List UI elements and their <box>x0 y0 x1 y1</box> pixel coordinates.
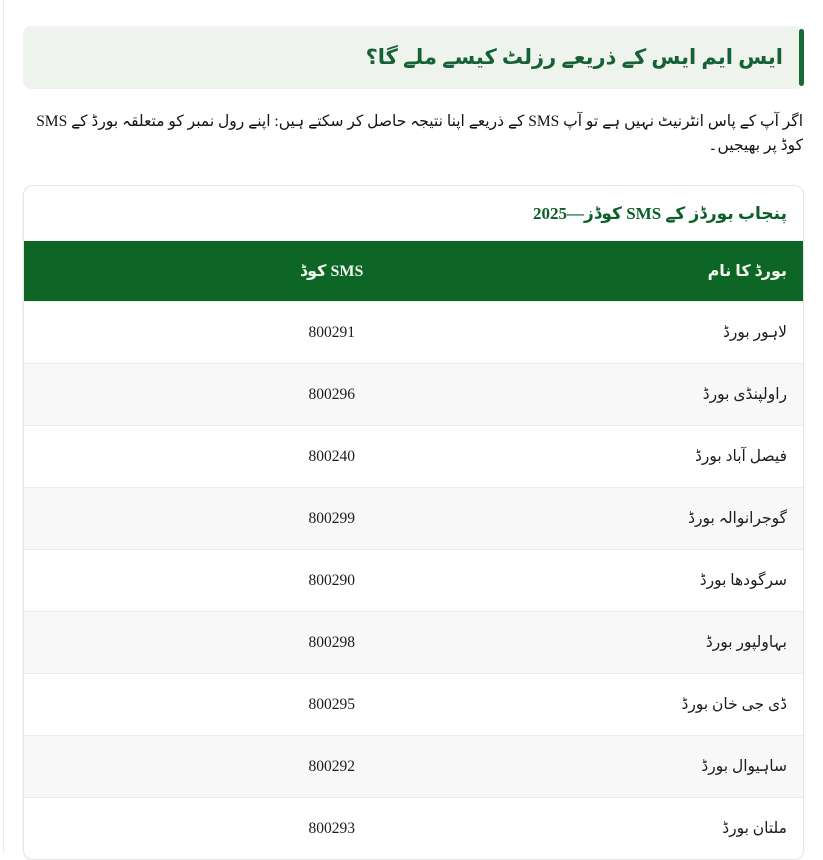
table-row <box>24 364 803 426</box>
heading-accent-bar <box>799 29 804 86</box>
page <box>3 0 823 853</box>
table-row <box>24 674 803 736</box>
board-name-cell: گوجرانوالہ بورڈ <box>639 488 803 550</box>
column-header-sms-code: SMS کوڈ <box>24 241 639 302</box>
table-header <box>24 241 803 302</box>
table-header-row <box>24 241 803 302</box>
sms-code-cell: 800299 <box>24 488 639 550</box>
table-row <box>24 550 803 612</box>
table-body <box>24 302 803 860</box>
table-row <box>24 302 803 364</box>
board-name-cell: راولپنڈی بورڈ <box>639 364 803 426</box>
sms-code-cell: 800298 <box>24 612 639 674</box>
table-row <box>24 612 803 674</box>
board-name-cell: لاہور بورڈ <box>639 302 803 364</box>
sms-code-cell: 800240 <box>24 426 639 488</box>
board-name-cell: بہاولپور بورڈ <box>639 612 803 674</box>
board-name-cell: ملتان بورڈ <box>639 798 803 860</box>
card-title: پنجاب بورڈز کے SMS کوڈز—2025 <box>533 204 787 224</box>
section-heading-banner <box>23 26 804 89</box>
column-header-board-name: بورڈ کا نام <box>639 241 803 302</box>
sms-code-cell: 800293 <box>24 798 639 860</box>
sms-code-cell: 800290 <box>24 550 639 612</box>
table-row <box>24 488 803 550</box>
sms-codes-card <box>23 185 804 860</box>
sms-code-cell: 800295 <box>24 674 639 736</box>
intro-paragraph: اگر آپ کے پاس انٹرنیٹ نہیں ہے تو آپ SMS کے ذریعے اپنا نتیجہ حاصل کر سکتے ہیں: اپنے رول نمبر کو متعلقہ بورڈ کے SMS کوڈ پر بھیجیں۔ <box>36 113 803 155</box>
sms-code-cell: 800296 <box>24 364 639 426</box>
board-name-cell: ساہیوال بورڈ <box>639 736 803 798</box>
board-name-cell: ڈی جی خان بورڈ <box>639 674 803 736</box>
board-name-cell: فیصل آباد بورڈ <box>639 426 803 488</box>
section-heading: ایس ایم ایس کے ذریعے رزلٹ کیسے ملے گا؟ <box>365 44 783 69</box>
board-name-cell: سرگودھا بورڈ <box>639 550 803 612</box>
sms-code-cell: 800292 <box>24 736 639 798</box>
table-row <box>24 736 803 798</box>
table-row <box>24 426 803 488</box>
sms-codes-table <box>24 241 803 859</box>
table-row <box>24 798 803 860</box>
sms-code-cell: 800291 <box>24 302 639 364</box>
